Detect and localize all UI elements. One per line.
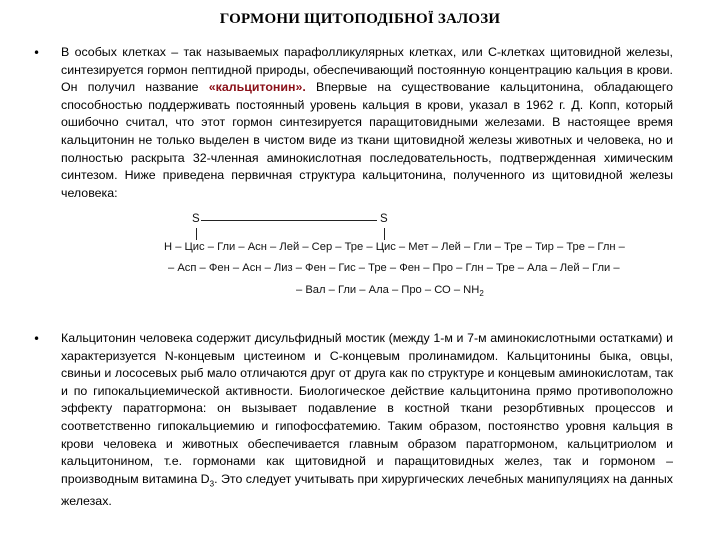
disulfide-bond-line xyxy=(201,220,377,221)
bullet-marker-2: • xyxy=(33,332,41,346)
bullet-marker-1: • xyxy=(33,46,41,60)
paragraph-text: . Это следует учитывать при хирургических лечебных манипуляциях на данных железах. xyxy=(61,471,673,508)
page-title: ГОРМОНИ ЩИТОПОДІБНОЇ ЗАЛОЗИ xyxy=(219,11,501,27)
paragraph-text: В особых клетках – так называемых парафолликулярных клетках, или С-клетках щитовидной железы, синтезируется гормон пептидной природы, обеспечивающий постоянную концентрацию кальция в крови. Он получил название xyxy=(61,45,673,95)
sequence-row-2: – Асп – Фен – Асн – Лиз – Фен – Гис – Тре – Фен – Про – Глн – Тре – Ала – Лей – Гли – xyxy=(168,262,620,274)
sequence-row-3-text: – Вал – Гли – Ала – Про – СО – NH xyxy=(296,284,480,296)
disulfide-bond-left-stem xyxy=(196,228,197,240)
sequence-row-3 xyxy=(296,284,484,298)
sulfur-label-left: S xyxy=(192,213,200,225)
vitamin-d-subscript: 3 xyxy=(209,479,215,489)
disulfide-bond-right-stem xyxy=(384,228,385,240)
sequence-row-3-subscript: 2 xyxy=(479,289,484,299)
paragraph-text: Впервые на существование кальцитонина, обладающего способностью поддерживать постоянный уровень кальция в крови, указал в 1962 г. Д. Копп, который ошибочно считал, что этот гормон синтезируется паращитовидными железами. В настоящее время кальцитонин не только выделен в чистом виде из ткани щитовидной железы животных и человека, но и полностью раскрыта 32-членная аминокислотная последовательность, подтвержденная химическим синтезом. Ниже приведена первичная структура кальцитонина, полученного из щитовидной железы человека: xyxy=(61,80,673,200)
paragraph-text: Кальцитонин человека содержит дисульфидный мостик (между 1-м и 7-м аминокислотными остатками) и характеризуется N-концевым цистеином и С-концевым пролинамидом. Кальцитонины быка, овцы, свиньи и лососевых рыб мало отличаются друг от друга как по структуре и концевым аминокислотам, так и по гипокальциемической активности. Биологическое действие кальцитонина прямо противоположно эффекту паратгормона: он вызывает подавление в костной ткани резорбтивных процессов и соответственно гипокальциемию и гипофосфатемию. Таким образом, постоянство уровня кальция в крови человека и животных обеспечивается главным образом паратгормоном, кальцитриолом и кальцитонином, т.е. гормонами как щитовидной и паращитовидных желез, так и гормоном – производным витамина D xyxy=(61,331,673,486)
calcitonin-highlight: «кальцитонин». xyxy=(208,80,306,95)
sequence-row-1: Н – Цис – Гли – Асн – Лей – Сер – Тре – Цис – Мет – Лей – Гли – Тре – Тир – Тре – Глн – xyxy=(164,241,625,253)
sulfur-label-right: S xyxy=(380,213,388,225)
paragraph-calcitonin-action xyxy=(61,330,673,510)
